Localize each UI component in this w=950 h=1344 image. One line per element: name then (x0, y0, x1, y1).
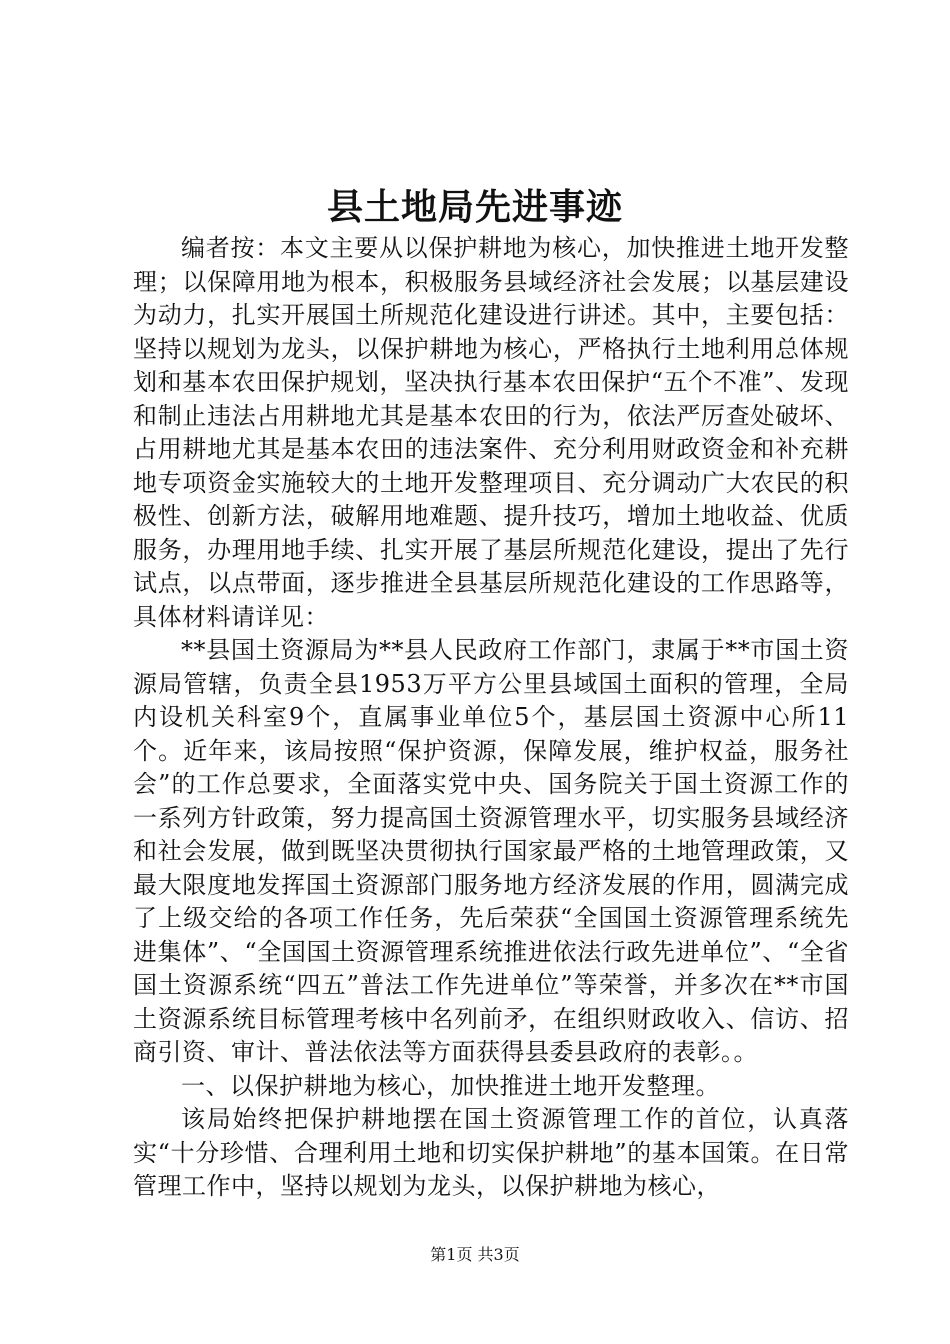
document-body (133, 232, 849, 1204)
page-footer: 第1页 共3页 (430, 1245, 520, 1264)
section-1-paragraph: 该局始终把保护耕地摆在国土资源管理工作的首位，认真落实“十分珍惜、合理利用土地和切实保护耕地”的基本国策。在日常管理工作中，坚持以规划为龙头，以保护耕地为核心， (133, 1105, 849, 1200)
editor-note-paragraph: 编者按：本文主要从以保护耕地为核心，加快推进土地开发整理；以保障用地为根本，积极服务县域经济社会发展；以基层建设为动力，扎实开展国土所规范化建设进行讲述。其中，主要包括：坚持以规划为龙头，以保护耕地为核心，严格执行土地利用总体规划和基本农田保护规划，坚决执行基本农田保护“五个不准”、发现和制止违法占用耕地尤其是基本农田的行为，依法严厉查处破坏、占用耕地尤其是基本农田的违法案件、充分利用财政资金和补充耕地专项资金实施较大的土地开发整理项目、充分调动广大农民的积极性、创新方法，破解用地难题、提升技巧，增加土地收益、优质服务，办理用地手续、扎实开展了基层所规范化建设，提出了先行试点，以点带面，逐步推进全县基层所规范化建设的工作思路等，具体材料请详见： (133, 234, 849, 631)
section-heading-1: 一、以保护耕地为核心，加快推进土地开发整理。 (181, 1071, 720, 1100)
document-title: 县土地局先进事迹 (326, 186, 623, 228)
bureau-intro-paragraph: **县国土资源局为**县人民政府工作部门，隶属于**市国土资源局管辖，负责全县1953万平方公里县域国土面积的管理，全局内设机关科室9个，直属事业单位5个，基层国土资源中心所11个。近年来，该局按照“保护资源，保障发展，维护权益，服务社会”的工作总要求，全面落实党中央、国务院关于国土资源工作的一系列方针政策，努力提高国土资源管理水平，切实服务县域经济和社会发展，做到既坚决贯彻执行国家最严格的土地管理政策，又最大限度地发挥国土资源部门服务地方经济发展的作用，圆满完成了上级交给的各项工作任务，先后荣获“全国国土资源管理系统先进集体”、“全国国土资源管理系统推进依法行政先进单位”、“全省国土资源系统“四五”普法工作先进单位”等荣誉，并多次在**市国土资源系统目标管理考核中名列前矛，在组织财政收入、信访、招商引资、审计、普法依法等方面获得县委县政府的表彰。。 (133, 636, 849, 1066)
